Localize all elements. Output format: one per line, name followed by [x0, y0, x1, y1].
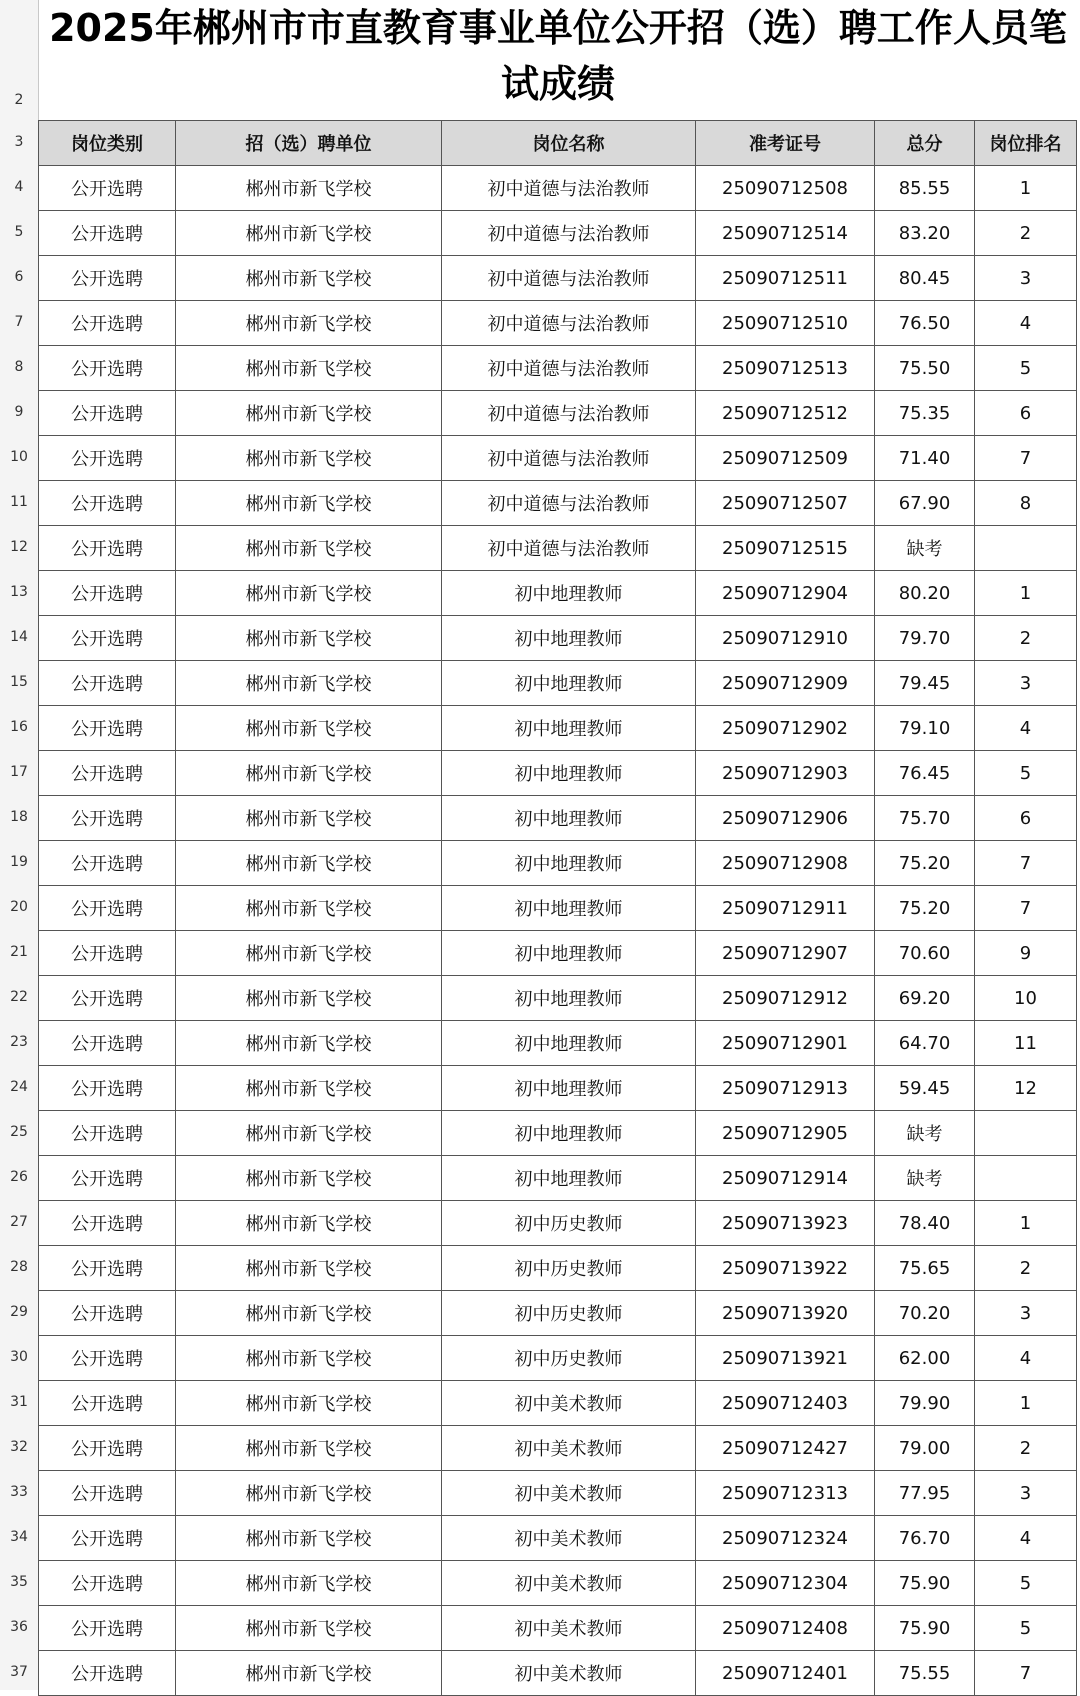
cell-unit[interactable]: 郴州市新飞学校 — [176, 796, 442, 841]
row-number[interactable]: 25 — [10, 1124, 28, 1140]
cell-unit[interactable]: 郴州市新飞学校 — [176, 1246, 442, 1291]
cell-unit[interactable]: 郴州市新飞学校 — [176, 1201, 442, 1246]
page-title — [38, 0, 1078, 120]
cell-rank[interactable]: 4 — [975, 1336, 1077, 1381]
cell-rank[interactable]: 4 — [975, 1516, 1077, 1561]
cell-unit[interactable]: 郴州市新飞学校 — [176, 1516, 442, 1561]
row-number[interactable]: 21 — [10, 944, 28, 960]
cell-total-score[interactable]: 70.60 — [875, 931, 975, 976]
scores-table — [38, 120, 1077, 1696]
cell-rank[interactable]: 9 — [975, 931, 1077, 976]
cell-category[interactable]: 公开选聘 — [39, 1021, 176, 1066]
cell-position[interactable]: 初中地理教师 — [442, 571, 696, 616]
row-number[interactable]: 24 — [10, 1079, 28, 1095]
table-row — [39, 1606, 1077, 1651]
cell-position[interactable]: 初中美术教师 — [442, 1426, 696, 1471]
cell-rank[interactable]: 1 — [975, 166, 1077, 211]
cell-category[interactable]: 公开选聘 — [39, 1651, 176, 1696]
row-number[interactable]: 5 — [14, 224, 24, 240]
cell-category[interactable]: 公开选聘 — [39, 1471, 176, 1516]
cell-ticket-number[interactable]: 25090712513 — [696, 346, 875, 391]
cell-total-score[interactable]: 79.45 — [875, 661, 975, 706]
table-row — [39, 976, 1077, 1021]
cell-rank[interactable]: 1 — [975, 571, 1077, 616]
cell-unit[interactable]: 郴州市新飞学校 — [176, 1651, 442, 1696]
cell-rank[interactable]: 5 — [975, 751, 1077, 796]
cell-ticket-number[interactable]: 25090712914 — [696, 1156, 875, 1201]
cell-ticket-number[interactable]: 25090712904 — [696, 571, 875, 616]
row-number[interactable]: 4 — [14, 179, 24, 195]
table-row — [39, 886, 1077, 931]
cell-position[interactable]: 初中历史教师 — [442, 1336, 696, 1381]
table-row — [39, 616, 1077, 661]
cell-unit[interactable]: 郴州市新飞学校 — [176, 931, 442, 976]
cell-total-score[interactable]: 75.90 — [875, 1606, 975, 1651]
row-number[interactable]: 36 — [10, 1619, 28, 1635]
cell-rank[interactable]: 12 — [975, 1066, 1077, 1111]
table-row — [39, 1516, 1077, 1561]
row-number[interactable]: 37 — [10, 1664, 28, 1680]
cell-total-score[interactable]: 78.40 — [875, 1201, 975, 1246]
row-number[interactable]: 23 — [10, 1034, 28, 1050]
cell-ticket-number[interactable]: 25090712401 — [696, 1651, 875, 1696]
cell-category[interactable]: 公开选聘 — [39, 976, 176, 1021]
cell-position[interactable]: 初中地理教师 — [442, 616, 696, 661]
cell-total-score[interactable]: 67.90 — [875, 481, 975, 526]
cell-ticket-number[interactable]: 25090712512 — [696, 391, 875, 436]
cell-position[interactable]: 初中地理教师 — [442, 886, 696, 931]
cell-category[interactable]: 公开选聘 — [39, 706, 176, 751]
row-number[interactable]: 3 — [14, 134, 24, 150]
cell-rank[interactable]: 1 — [975, 1201, 1077, 1246]
cell-total-score[interactable]: 缺考 — [875, 1111, 975, 1156]
cell-position[interactable]: 初中美术教师 — [442, 1516, 696, 1561]
cell-unit[interactable]: 郴州市新飞学校 — [176, 1561, 442, 1606]
cell-category[interactable]: 公开选聘 — [39, 301, 176, 346]
cell-position[interactable]: 初中地理教师 — [442, 976, 696, 1021]
cell-total-score[interactable]: 59.45 — [875, 1066, 975, 1111]
row-number[interactable]: 26 — [10, 1169, 28, 1185]
cell-category[interactable]: 公开选聘 — [39, 1336, 176, 1381]
cell-category[interactable]: 公开选聘 — [39, 1201, 176, 1246]
cell-ticket-number[interactable]: 25090712304 — [696, 1561, 875, 1606]
cell-unit[interactable]: 郴州市新飞学校 — [176, 1471, 442, 1516]
cell-rank[interactable]: 10 — [975, 976, 1077, 1021]
cell-position[interactable]: 初中道德与法治教师 — [442, 166, 696, 211]
cell-rank[interactable]: 2 — [975, 1246, 1077, 1291]
row-number[interactable]: 22 — [10, 989, 28, 1005]
cell-rank[interactable] — [975, 1156, 1077, 1201]
cell-total-score[interactable]: 75.35 — [875, 391, 975, 436]
cell-position[interactable]: 初中道德与法治教师 — [442, 526, 696, 571]
table-row — [39, 1471, 1077, 1516]
row-number[interactable]: 7 — [14, 314, 24, 330]
cell-total-score[interactable]: 76.45 — [875, 751, 975, 796]
cell-position[interactable]: 初中历史教师 — [442, 1291, 696, 1336]
cell-rank[interactable]: 1 — [975, 1381, 1077, 1426]
cell-category[interactable]: 公开选聘 — [39, 391, 176, 436]
cell-total-score[interactable]: 85.55 — [875, 166, 975, 211]
cell-total-score[interactable]: 70.20 — [875, 1291, 975, 1336]
table-row — [39, 1021, 1077, 1066]
cell-rank[interactable]: 2 — [975, 616, 1077, 661]
cell-total-score[interactable]: 79.10 — [875, 706, 975, 751]
cell-category[interactable]: 公开选聘 — [39, 1111, 176, 1156]
cell-unit[interactable]: 郴州市新飞学校 — [176, 661, 442, 706]
cell-category[interactable]: 公开选聘 — [39, 931, 176, 976]
cell-ticket-number[interactable]: 25090712514 — [696, 211, 875, 256]
cell-rank[interactable]: 4 — [975, 301, 1077, 346]
cell-position[interactable]: 初中道德与法治教师 — [442, 391, 696, 436]
cell-position[interactable]: 初中道德与法治教师 — [442, 211, 696, 256]
cell-unit[interactable]: 郴州市新飞学校 — [176, 526, 442, 571]
row-number[interactable]: 16 — [10, 719, 28, 735]
table-row — [39, 931, 1077, 976]
cell-ticket-number[interactable]: 25090712507 — [696, 481, 875, 526]
cell-category[interactable]: 公开选聘 — [39, 616, 176, 661]
cell-position[interactable]: 初中地理教师 — [442, 661, 696, 706]
table-row — [39, 1246, 1077, 1291]
table-row — [39, 211, 1077, 256]
cell-ticket-number[interactable]: 25090712910 — [696, 616, 875, 661]
cell-unit[interactable]: 郴州市新飞学校 — [176, 976, 442, 1021]
cell-category[interactable]: 公开选聘 — [39, 436, 176, 481]
cell-category[interactable]: 公开选聘 — [39, 256, 176, 301]
table-row — [39, 706, 1077, 751]
cell-ticket-number[interactable]: 25090712403 — [696, 1381, 875, 1426]
column-header-category[interactable]: 岗位类别 — [39, 121, 176, 166]
cell-ticket-number[interactable]: 25090712912 — [696, 976, 875, 1021]
table-row — [39, 571, 1077, 616]
cell-rank[interactable]: 2 — [975, 1426, 1077, 1471]
cell-unit[interactable]: 郴州市新飞学校 — [176, 481, 442, 526]
cell-category[interactable]: 公开选聘 — [39, 211, 176, 256]
header-row — [39, 121, 1077, 166]
cell-category[interactable]: 公开选聘 — [39, 1291, 176, 1336]
cell-rank[interactable]: 2 — [975, 211, 1077, 256]
cell-category[interactable]: 公开选聘 — [39, 1066, 176, 1111]
cell-position[interactable]: 初中地理教师 — [442, 931, 696, 976]
cell-position[interactable]: 初中道德与法治教师 — [442, 346, 696, 391]
cell-unit[interactable]: 郴州市新飞学校 — [176, 1381, 442, 1426]
row-number[interactable]: 19 — [10, 854, 28, 870]
cell-rank[interactable]: 7 — [975, 841, 1077, 886]
cell-total-score[interactable]: 75.65 — [875, 1246, 975, 1291]
cell-position[interactable]: 初中美术教师 — [442, 1381, 696, 1426]
cell-unit[interactable]: 郴州市新飞学校 — [176, 571, 442, 616]
cell-ticket-number[interactable]: 25090712427 — [696, 1426, 875, 1471]
cell-ticket-number[interactable]: 25090712510 — [696, 301, 875, 346]
row-number[interactable]: 31 — [10, 1394, 28, 1410]
table-row — [39, 1381, 1077, 1426]
cell-position[interactable]: 初中地理教师 — [442, 706, 696, 751]
cell-ticket-number[interactable]: 25090712913 — [696, 1066, 875, 1111]
cell-category[interactable]: 公开选聘 — [39, 1426, 176, 1471]
cell-rank[interactable]: 5 — [975, 346, 1077, 391]
table-row — [39, 166, 1077, 211]
table-row — [39, 1651, 1077, 1696]
table-row — [39, 796, 1077, 841]
cell-category[interactable]: 公开选聘 — [39, 481, 176, 526]
cell-rank[interactable]: 5 — [975, 1561, 1077, 1606]
cell-ticket-number[interactable]: 25090712907 — [696, 931, 875, 976]
cell-rank[interactable]: 3 — [975, 1471, 1077, 1516]
cell-total-score[interactable]: 75.20 — [875, 841, 975, 886]
cell-unit[interactable]: 郴州市新飞学校 — [176, 301, 442, 346]
cell-position[interactable]: 初中道德与法治教师 — [442, 481, 696, 526]
row-number[interactable]: 8 — [14, 359, 24, 375]
cell-rank[interactable]: 6 — [975, 796, 1077, 841]
row-number-gutter — [0, 0, 39, 1690]
column-header-rank[interactable]: 岗位排名 — [975, 121, 1077, 166]
cell-total-score[interactable]: 75.90 — [875, 1561, 975, 1606]
cell-category[interactable]: 公开选聘 — [39, 1381, 176, 1426]
cell-rank[interactable]: 3 — [975, 256, 1077, 301]
table-row — [39, 1291, 1077, 1336]
cell-unit[interactable]: 郴州市新飞学校 — [176, 706, 442, 751]
cell-rank[interactable]: 7 — [975, 886, 1077, 931]
cell-total-score[interactable]: 71.40 — [875, 436, 975, 481]
cell-position[interactable]: 初中地理教师 — [442, 841, 696, 886]
cell-unit[interactable]: 郴州市新飞学校 — [176, 886, 442, 931]
cell-category[interactable]: 公开选聘 — [39, 796, 176, 841]
cell-unit[interactable]: 郴州市新飞学校 — [176, 1336, 442, 1381]
cell-ticket-number[interactable]: 25090713921 — [696, 1336, 875, 1381]
cell-unit[interactable]: 郴州市新飞学校 — [176, 616, 442, 661]
cell-unit[interactable]: 郴州市新飞学校 — [176, 391, 442, 436]
row-number[interactable]: 35 — [10, 1574, 28, 1590]
cell-rank[interactable]: 6 — [975, 391, 1077, 436]
cell-category[interactable]: 公开选聘 — [39, 1156, 176, 1201]
table-row — [39, 256, 1077, 301]
cell-rank[interactable]: 8 — [975, 481, 1077, 526]
cell-ticket-number[interactable]: 25090713922 — [696, 1246, 875, 1291]
row-number[interactable]: 14 — [10, 629, 28, 645]
row-number[interactable]: 11 — [10, 494, 28, 510]
column-header-position[interactable]: 岗位名称 — [442, 121, 696, 166]
cell-unit[interactable]: 郴州市新飞学校 — [176, 256, 442, 301]
column-header-total-score[interactable]: 总分 — [875, 121, 975, 166]
cell-unit[interactable]: 郴州市新飞学校 — [176, 1066, 442, 1111]
table-row — [39, 391, 1077, 436]
cell-total-score[interactable]: 76.50 — [875, 301, 975, 346]
cell-position[interactable]: 初中地理教师 — [442, 751, 696, 796]
cell-ticket-number[interactable]: 25090712911 — [696, 886, 875, 931]
cell-category[interactable]: 公开选聘 — [39, 571, 176, 616]
cell-ticket-number[interactable]: 25090712515 — [696, 526, 875, 571]
title-line-2: 试成绩 — [500, 62, 615, 106]
cell-total-score[interactable]: 75.55 — [875, 1651, 975, 1696]
table-row — [39, 301, 1077, 346]
cell-rank[interactable]: 3 — [975, 1291, 1077, 1336]
row-number[interactable]: 33 — [10, 1484, 28, 1500]
row-number[interactable]: 9 — [14, 404, 24, 420]
table-row — [39, 1156, 1077, 1201]
cell-total-score[interactable]: 77.95 — [875, 1471, 975, 1516]
cell-position[interactable]: 初中地理教师 — [442, 796, 696, 841]
cell-ticket-number[interactable]: 25090712408 — [696, 1606, 875, 1651]
cell-unit[interactable]: 郴州市新飞学校 — [176, 166, 442, 211]
cell-total-score[interactable]: 79.70 — [875, 616, 975, 661]
cell-total-score[interactable]: 64.70 — [875, 1021, 975, 1066]
table-row — [39, 1201, 1077, 1246]
cell-total-score[interactable]: 80.20 — [875, 571, 975, 616]
row-number[interactable]: 15 — [10, 674, 28, 690]
cell-total-score[interactable]: 75.50 — [875, 346, 975, 391]
cell-unit[interactable]: 郴州市新飞学校 — [176, 1021, 442, 1066]
table-row — [39, 1426, 1077, 1471]
cell-category[interactable]: 公开选聘 — [39, 841, 176, 886]
table-row — [39, 1111, 1077, 1156]
cell-unit[interactable]: 郴州市新飞学校 — [176, 1111, 442, 1156]
cell-total-score[interactable]: 缺考 — [875, 526, 975, 571]
row-number[interactable]: 29 — [10, 1304, 28, 1320]
row-number[interactable]: 13 — [10, 584, 28, 600]
table-row — [39, 1561, 1077, 1606]
cell-unit[interactable]: 郴州市新飞学校 — [176, 346, 442, 391]
cell-category[interactable]: 公开选聘 — [39, 886, 176, 931]
cell-ticket-number[interactable]: 25090712909 — [696, 661, 875, 706]
cell-ticket-number[interactable]: 25090712324 — [696, 1516, 875, 1561]
row-number[interactable]: 32 — [10, 1439, 28, 1455]
table-row — [39, 346, 1077, 391]
cell-ticket-number[interactable]: 25090713920 — [696, 1291, 875, 1336]
cell-total-score[interactable]: 75.70 — [875, 796, 975, 841]
cell-unit[interactable]: 郴州市新飞学校 — [176, 751, 442, 796]
cell-unit[interactable]: 郴州市新飞学校 — [176, 841, 442, 886]
cell-total-score[interactable]: 80.45 — [875, 256, 975, 301]
cell-ticket-number[interactable]: 25090712508 — [696, 166, 875, 211]
row-number[interactable]: 12 — [10, 539, 28, 555]
cell-rank[interactable]: 3 — [975, 661, 1077, 706]
cell-position[interactable]: 初中地理教师 — [442, 1066, 696, 1111]
cell-ticket-number[interactable]: 25090712903 — [696, 751, 875, 796]
row-number[interactable]: 6 — [14, 269, 24, 285]
cell-total-score[interactable]: 75.20 — [875, 886, 975, 931]
table-row — [39, 436, 1077, 481]
title-line-1: 2025年郴州市市直教育事业单位公开招（选）聘工作人员笔 — [49, 6, 1067, 50]
row-number[interactable]: 30 — [10, 1349, 28, 1365]
cell-ticket-number[interactable]: 25090712901 — [696, 1021, 875, 1066]
cell-position[interactable]: 初中历史教师 — [442, 1201, 696, 1246]
row-number[interactable]: 34 — [10, 1529, 28, 1545]
cell-unit[interactable]: 郴州市新飞学校 — [176, 1156, 442, 1201]
cell-total-score[interactable]: 76.70 — [875, 1516, 975, 1561]
row-number[interactable]: 28 — [10, 1259, 28, 1275]
cell-unit[interactable]: 郴州市新飞学校 — [176, 1426, 442, 1471]
cell-rank[interactable]: 4 — [975, 706, 1077, 751]
cell-unit[interactable]: 郴州市新飞学校 — [176, 1606, 442, 1651]
cell-position[interactable]: 初中道德与法治教师 — [442, 256, 696, 301]
cell-ticket-number[interactable]: 25090712509 — [696, 436, 875, 481]
cell-ticket-number[interactable]: 25090712511 — [696, 256, 875, 301]
cell-ticket-number[interactable]: 25090712908 — [696, 841, 875, 886]
cell-position[interactable]: 初中美术教师 — [442, 1561, 696, 1606]
table-row — [39, 751, 1077, 796]
cell-position[interactable]: 初中美术教师 — [442, 1606, 696, 1651]
cell-position[interactable]: 初中美术教师 — [442, 1651, 696, 1696]
cell-category[interactable]: 公开选聘 — [39, 661, 176, 706]
table-row — [39, 526, 1077, 571]
column-header-unit[interactable]: 招（选）聘单位 — [176, 121, 442, 166]
cell-position[interactable]: 初中地理教师 — [442, 1111, 696, 1156]
cell-rank[interactable]: 5 — [975, 1606, 1077, 1651]
row-number[interactable]: 18 — [10, 809, 28, 825]
cell-rank[interactable]: 11 — [975, 1021, 1077, 1066]
row-number[interactable]: 20 — [10, 899, 28, 915]
cell-category[interactable]: 公开选聘 — [39, 1561, 176, 1606]
cell-position[interactable]: 初中历史教师 — [442, 1246, 696, 1291]
cell-category[interactable]: 公开选聘 — [39, 1246, 176, 1291]
cell-unit[interactable]: 郴州市新飞学校 — [176, 1291, 442, 1336]
cell-position[interactable]: 初中道德与法治教师 — [442, 301, 696, 346]
table-row — [39, 661, 1077, 706]
cell-total-score[interactable]: 62.00 — [875, 1336, 975, 1381]
cell-category[interactable]: 公开选聘 — [39, 526, 176, 571]
table-row — [39, 1336, 1077, 1381]
cell-rank[interactable] — [975, 526, 1077, 571]
cell-rank[interactable] — [975, 1111, 1077, 1156]
cell-ticket-number[interactable]: 25090712313 — [696, 1471, 875, 1516]
cell-position[interactable]: 初中地理教师 — [442, 1021, 696, 1066]
cell-unit[interactable]: 郴州市新飞学校 — [176, 436, 442, 481]
column-header-ticket-number[interactable]: 准考证号 — [696, 121, 875, 166]
row-number[interactable]: 2 — [14, 92, 24, 108]
cell-category[interactable]: 公开选聘 — [39, 751, 176, 796]
cell-total-score[interactable]: 缺考 — [875, 1156, 975, 1201]
cell-total-score[interactable]: 83.20 — [875, 211, 975, 256]
row-number[interactable]: 10 — [10, 449, 28, 465]
cell-total-score[interactable]: 79.00 — [875, 1426, 975, 1471]
cell-rank[interactable]: 7 — [975, 436, 1077, 481]
cell-category[interactable]: 公开选聘 — [39, 1606, 176, 1651]
cell-position[interactable]: 初中地理教师 — [442, 1156, 696, 1201]
cell-category[interactable]: 公开选聘 — [39, 346, 176, 391]
cell-ticket-number[interactable]: 25090712906 — [696, 796, 875, 841]
cell-position[interactable]: 初中美术教师 — [442, 1471, 696, 1516]
cell-ticket-number[interactable]: 25090712902 — [696, 706, 875, 751]
cell-position[interactable]: 初中道德与法治教师 — [442, 436, 696, 481]
cell-rank[interactable]: 7 — [975, 1651, 1077, 1696]
cell-ticket-number[interactable]: 25090713923 — [696, 1201, 875, 1246]
cell-unit[interactable]: 郴州市新飞学校 — [176, 211, 442, 256]
table-row — [39, 841, 1077, 886]
cell-ticket-number[interactable]: 25090712905 — [696, 1111, 875, 1156]
row-number[interactable]: 17 — [10, 764, 28, 780]
cell-total-score[interactable]: 69.20 — [875, 976, 975, 1021]
cell-category[interactable]: 公开选聘 — [39, 1516, 176, 1561]
cell-total-score[interactable]: 79.90 — [875, 1381, 975, 1426]
table-row — [39, 1066, 1077, 1111]
cell-category[interactable]: 公开选聘 — [39, 166, 176, 211]
row-number[interactable]: 27 — [10, 1214, 28, 1230]
table-row — [39, 481, 1077, 526]
